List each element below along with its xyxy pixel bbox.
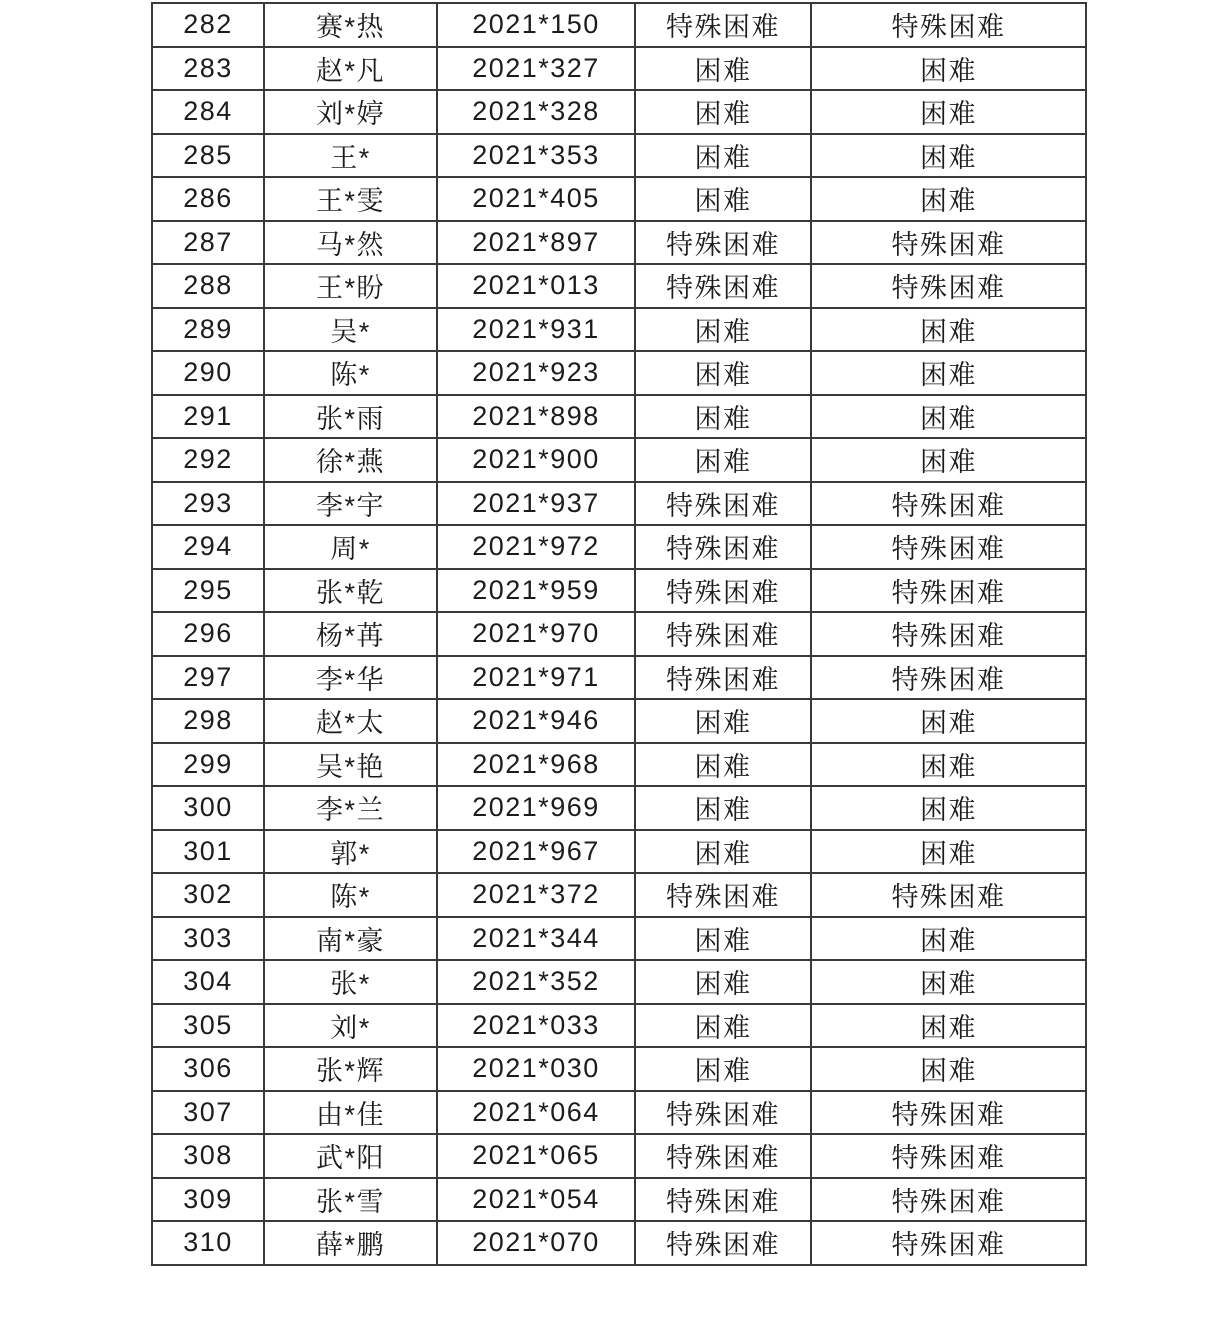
name-cell: 杨*苒 [264,612,437,656]
name-cell: 张*辉 [264,1047,437,1091]
name-cell: 张*乾 [264,569,437,613]
name-cell: 刘* [264,1004,437,1048]
status-cell-b: 特殊困难 [811,612,1086,656]
status-cell-a: 困难 [635,960,811,1004]
name-cell: 武*阳 [264,1134,437,1178]
student-id-cell: 2021*328 [437,90,635,134]
name-cell: 周* [264,525,437,569]
name-cell: 李*华 [264,656,437,700]
name-cell: 薛*鹏 [264,1221,437,1265]
name-cell: 王*雯 [264,177,437,221]
row-index-cell: 288 [152,264,264,308]
table-row [152,134,1086,178]
name-cell: 吴*艳 [264,743,437,787]
status-cell-b: 特殊困难 [811,873,1086,917]
status-cell-a: 困难 [635,90,811,134]
student-id-cell: 2021*353 [437,134,635,178]
status-cell-b: 困难 [811,47,1086,91]
student-id-cell: 2021*054 [437,1178,635,1222]
status-cell-b: 困难 [811,395,1086,439]
name-cell: 马*然 [264,221,437,265]
status-cell-b: 特殊困难 [811,656,1086,700]
student-id-cell: 2021*405 [437,177,635,221]
row-index-cell: 292 [152,438,264,482]
student-id-cell: 2021*033 [437,1004,635,1048]
row-index-cell: 286 [152,177,264,221]
table-row [152,221,1086,265]
row-index-cell: 299 [152,743,264,787]
table-row [152,612,1086,656]
student-id-cell: 2021*959 [437,569,635,613]
status-cell-a: 困难 [635,351,811,395]
row-index-cell: 296 [152,612,264,656]
status-cell-b: 困难 [811,960,1086,1004]
student-id-cell: 2021*972 [437,525,635,569]
student-id-cell: 2021*967 [437,830,635,874]
table-row [152,699,1086,743]
student-id-cell: 2021*946 [437,699,635,743]
row-index-cell: 283 [152,47,264,91]
status-cell-b: 困难 [811,743,1086,787]
student-id-cell: 2021*897 [437,221,635,265]
status-cell-a: 特殊困难 [635,482,811,526]
name-cell: 张*雨 [264,395,437,439]
student-id-cell: 2021*937 [437,482,635,526]
status-cell-a: 困难 [635,134,811,178]
status-cell-b: 特殊困难 [811,1091,1086,1135]
row-index-cell: 298 [152,699,264,743]
table-row [152,1178,1086,1222]
student-id-cell: 2021*931 [437,308,635,352]
row-index-cell: 303 [152,917,264,961]
row-index-cell: 300 [152,786,264,830]
table-row [152,743,1086,787]
student-id-cell: 2021*372 [437,873,635,917]
status-cell-a: 特殊困难 [635,1178,811,1222]
status-cell-a: 特殊困难 [635,569,811,613]
status-cell-b: 困难 [811,786,1086,830]
status-cell-b: 困难 [811,699,1086,743]
student-id-cell: 2021*971 [437,656,635,700]
table-row [152,351,1086,395]
row-index-cell: 284 [152,90,264,134]
row-index-cell: 304 [152,960,264,1004]
row-index-cell: 282 [152,3,264,47]
status-cell-a: 特殊困难 [635,3,811,47]
name-cell: 李*兰 [264,786,437,830]
status-cell-b: 困难 [811,351,1086,395]
table-row [152,438,1086,482]
name-cell: 由*佳 [264,1091,437,1135]
student-id-cell: 2021*970 [437,612,635,656]
table-row [152,525,1086,569]
student-id-cell: 2021*065 [437,1134,635,1178]
status-cell-b: 特殊困难 [811,1134,1086,1178]
student-id-cell: 2021*344 [437,917,635,961]
student-id-cell: 2021*923 [437,351,635,395]
name-cell: 张* [264,960,437,1004]
student-id-cell: 2021*013 [437,264,635,308]
status-cell-b: 特殊困难 [811,3,1086,47]
status-cell-a: 特殊困难 [635,1091,811,1135]
status-cell-a: 特殊困难 [635,264,811,308]
student-id-cell: 2021*900 [437,438,635,482]
status-cell-b: 困难 [811,90,1086,134]
name-cell: 徐*燕 [264,438,437,482]
table-row [152,264,1086,308]
row-index-cell: 291 [152,395,264,439]
table-row [152,177,1086,221]
table-row [152,960,1086,1004]
name-cell: 吴* [264,308,437,352]
status-cell-a: 困难 [635,699,811,743]
row-index-cell: 306 [152,1047,264,1091]
table-row [152,482,1086,526]
table-row [152,90,1086,134]
row-index-cell: 309 [152,1178,264,1222]
status-cell-b: 特殊困难 [811,264,1086,308]
status-cell-b: 特殊困难 [811,482,1086,526]
status-cell-a: 困难 [635,917,811,961]
student-id-cell: 2021*070 [437,1221,635,1265]
student-roster-table [151,2,1087,1266]
status-cell-a: 困难 [635,438,811,482]
name-cell: 陈* [264,351,437,395]
status-cell-b: 困难 [811,438,1086,482]
name-cell: 赵*太 [264,699,437,743]
status-cell-a: 困难 [635,1004,811,1048]
table-row [152,47,1086,91]
name-cell: 李*宇 [264,482,437,526]
student-id-cell: 2021*968 [437,743,635,787]
table-row [152,917,1086,961]
table-body [152,3,1086,1265]
status-cell-a: 特殊困难 [635,221,811,265]
name-cell: 王* [264,134,437,178]
student-id-cell: 2021*969 [437,786,635,830]
status-cell-a: 特殊困难 [635,525,811,569]
table-row [152,1134,1086,1178]
status-cell-a: 困难 [635,47,811,91]
status-cell-a: 特殊困难 [635,1221,811,1265]
status-cell-a: 特殊困难 [635,656,811,700]
row-index-cell: 310 [152,1221,264,1265]
status-cell-a: 特殊困难 [635,1134,811,1178]
name-cell: 赵*凡 [264,47,437,91]
row-index-cell: 289 [152,308,264,352]
row-index-cell: 285 [152,134,264,178]
row-index-cell: 295 [152,569,264,613]
table-row [152,308,1086,352]
status-cell-a: 特殊困难 [635,612,811,656]
row-index-cell: 290 [152,351,264,395]
status-cell-a: 困难 [635,786,811,830]
status-cell-a: 困难 [635,308,811,352]
row-index-cell: 302 [152,873,264,917]
table-row [152,656,1086,700]
student-roster-table-wrap [151,2,1087,1266]
status-cell-b: 困难 [811,177,1086,221]
table-row [152,3,1086,47]
student-id-cell: 2021*898 [437,395,635,439]
status-cell-a: 困难 [635,1047,811,1091]
table-row [152,786,1086,830]
status-cell-a: 特殊困难 [635,873,811,917]
student-id-cell: 2021*064 [437,1091,635,1135]
status-cell-a: 困难 [635,743,811,787]
status-cell-b: 特殊困难 [811,525,1086,569]
status-cell-a: 困难 [635,830,811,874]
table-row [152,830,1086,874]
student-id-cell: 2021*030 [437,1047,635,1091]
status-cell-b: 困难 [811,1004,1086,1048]
row-index-cell: 307 [152,1091,264,1135]
status-cell-b: 困难 [811,1047,1086,1091]
table-row [152,1004,1086,1048]
name-cell: 赛*热 [264,3,437,47]
status-cell-b: 特殊困难 [811,569,1086,613]
name-cell: 郭* [264,830,437,874]
table-row [152,569,1086,613]
status-cell-b: 特殊困难 [811,1178,1086,1222]
status-cell-b: 特殊困难 [811,221,1086,265]
name-cell: 南*豪 [264,917,437,961]
status-cell-b: 困难 [811,917,1086,961]
student-id-cell: 2021*150 [437,3,635,47]
table-row [152,1221,1086,1265]
status-cell-b: 困难 [811,134,1086,178]
table-row [152,873,1086,917]
status-cell-b: 特殊困难 [811,1221,1086,1265]
table-row [152,1091,1086,1135]
student-id-cell: 2021*352 [437,960,635,1004]
student-id-cell: 2021*327 [437,47,635,91]
name-cell: 陈* [264,873,437,917]
row-index-cell: 308 [152,1134,264,1178]
table-row [152,395,1086,439]
status-cell-a: 困难 [635,177,811,221]
row-index-cell: 287 [152,221,264,265]
row-index-cell: 294 [152,525,264,569]
status-cell-b: 困难 [811,308,1086,352]
status-cell-b: 困难 [811,830,1086,874]
name-cell: 刘*婷 [264,90,437,134]
name-cell: 张*雪 [264,1178,437,1222]
row-index-cell: 305 [152,1004,264,1048]
name-cell: 王*盼 [264,264,437,308]
status-cell-a: 困难 [635,395,811,439]
row-index-cell: 297 [152,656,264,700]
row-index-cell: 293 [152,482,264,526]
row-index-cell: 301 [152,830,264,874]
table-row [152,1047,1086,1091]
